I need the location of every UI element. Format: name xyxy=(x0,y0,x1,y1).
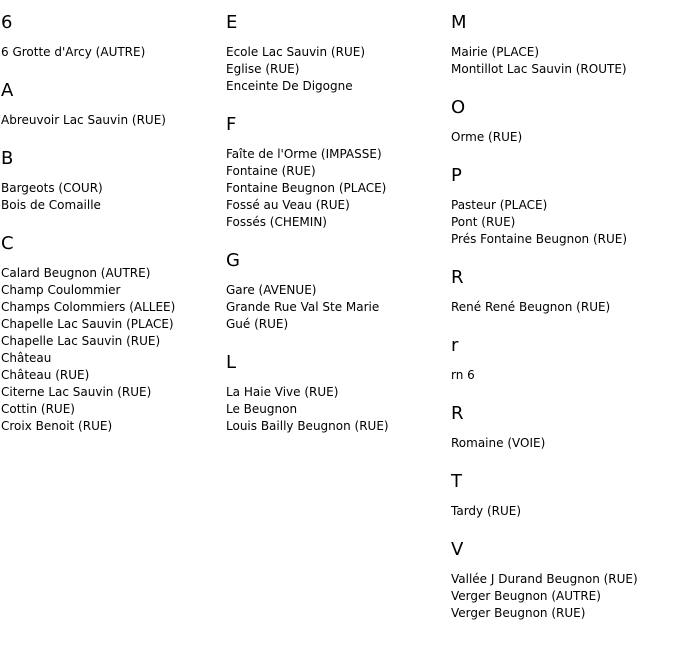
street-item[interactable]: Faîte de l'Orme (IMPASSE) xyxy=(226,147,382,161)
group-letter-heading: R xyxy=(451,403,464,424)
street-item[interactable]: Croix Benoit (RUE) xyxy=(1,419,113,433)
index-column-2 xyxy=(226,0,446,435)
street-list xyxy=(451,435,671,452)
group-letter-heading: P xyxy=(451,165,462,186)
street-item[interactable]: Ecole Lac Sauvin (RUE) xyxy=(226,45,366,59)
street-list xyxy=(1,265,221,435)
street-item[interactable]: Calard Beugnon (AUTRE) xyxy=(1,266,151,280)
group-letter-heading: C xyxy=(1,233,14,254)
street-item[interactable]: Chapelle Lac Sauvin (PLACE) xyxy=(1,317,174,331)
street-list xyxy=(451,503,671,520)
street-item[interactable]: Bois de Comaille xyxy=(1,198,101,212)
street-list xyxy=(451,299,671,316)
letter-group xyxy=(451,166,671,248)
letter-group xyxy=(226,115,446,231)
street-list xyxy=(451,367,671,384)
letter-group xyxy=(226,251,446,333)
street-list xyxy=(451,197,671,248)
street-list xyxy=(451,571,671,622)
street-item[interactable]: Eglise (RUE) xyxy=(226,62,300,76)
street-list xyxy=(1,180,221,214)
street-list xyxy=(226,384,446,435)
street-item[interactable]: Le Beugnon xyxy=(226,402,298,416)
group-letter-heading: V xyxy=(451,539,464,560)
group-letter-heading: B xyxy=(1,148,14,169)
street-item[interactable]: Abreuvoir Lac Sauvin (RUE) xyxy=(1,113,166,127)
street-item[interactable]: Fontaine Beugnon (PLACE) xyxy=(226,181,387,195)
street-item[interactable]: Louis Bailly Beugnon (RUE) xyxy=(226,419,389,433)
letter-group xyxy=(1,81,221,129)
group-letter-heading: F xyxy=(226,114,237,135)
letter-group xyxy=(451,13,671,78)
street-item[interactable]: Vallée J Durand Beugnon (RUE) xyxy=(451,572,638,586)
letter-group xyxy=(226,353,446,435)
group-letter-heading: L xyxy=(226,352,237,373)
street-list xyxy=(226,44,446,95)
street-list xyxy=(451,129,671,146)
street-item[interactable]: Fossés (CHEMIN) xyxy=(226,215,327,229)
letter-group xyxy=(451,404,671,452)
street-item[interactable]: Orme (RUE) xyxy=(451,130,523,144)
street-item[interactable]: Montillot Lac Sauvin (ROUTE) xyxy=(451,62,627,76)
street-item[interactable]: Prés Fontaine Beugnon (RUE) xyxy=(451,232,628,246)
letter-group xyxy=(1,234,221,435)
street-item[interactable]: Verger Beugnon (AUTRE) xyxy=(451,589,601,603)
street-item[interactable]: Bargeots (COUR) xyxy=(1,181,103,195)
street-item[interactable]: Verger Beugnon (RUE) xyxy=(451,606,586,620)
group-letter-heading: 6 xyxy=(1,12,13,33)
group-letter-heading: E xyxy=(226,12,238,33)
street-item[interactable]: Tardy (RUE) xyxy=(451,504,522,518)
street-item[interactable]: Grande Rue Val Ste Marie xyxy=(226,300,380,314)
group-letter-heading: T xyxy=(451,471,462,492)
street-item[interactable]: Citerne Lac Sauvin (RUE) xyxy=(1,385,152,399)
street-item[interactable]: René René Beugnon (RUE) xyxy=(451,300,611,314)
street-item[interactable]: Enceinte De Digogne xyxy=(226,79,353,93)
street-item[interactable]: Gué (RUE) xyxy=(226,317,289,331)
street-item[interactable]: Chapelle Lac Sauvin (RUE) xyxy=(1,334,161,348)
group-letter-heading: r xyxy=(451,335,459,356)
street-item[interactable]: Fossé au Veau (RUE) xyxy=(226,198,350,212)
letter-group xyxy=(1,13,221,61)
letter-group xyxy=(451,98,671,146)
street-item[interactable]: 6 Grotte d'Arcy (AUTRE) xyxy=(1,45,146,59)
group-letter-heading: R xyxy=(451,267,464,288)
street-item[interactable]: Champ Coulommier xyxy=(1,283,121,297)
street-item[interactable]: Champs Colommiers (ALLEE) xyxy=(1,300,176,314)
index-column-3 xyxy=(451,0,671,622)
letter-group xyxy=(226,13,446,95)
index-column-1 xyxy=(1,0,221,435)
street-item[interactable]: Pasteur (PLACE) xyxy=(451,198,548,212)
street-list xyxy=(226,282,446,333)
group-letter-heading: A xyxy=(1,80,14,101)
street-item[interactable]: Fontaine (RUE) xyxy=(226,164,316,178)
street-item[interactable]: Pont (RUE) xyxy=(451,215,516,229)
letter-group xyxy=(451,472,671,520)
letter-group xyxy=(1,149,221,214)
group-letter-heading: G xyxy=(226,250,240,271)
street-list xyxy=(1,112,221,129)
street-list xyxy=(451,44,671,78)
letter-group xyxy=(451,268,671,316)
street-item[interactable]: Romaine (VOIE) xyxy=(451,436,546,450)
street-item[interactable]: Château xyxy=(1,351,52,365)
street-item[interactable]: Cottin (RUE) xyxy=(1,402,75,416)
street-item[interactable]: Gare (AVENUE) xyxy=(226,283,317,297)
street-item[interactable]: Mairie (PLACE) xyxy=(451,45,540,59)
group-letter-heading: M xyxy=(451,12,467,33)
letter-group xyxy=(451,336,671,384)
group-letter-heading: O xyxy=(451,97,466,118)
street-item[interactable]: La Haie Vive (RUE) xyxy=(226,385,339,399)
street-item[interactable]: rn 6 xyxy=(451,368,475,382)
street-list xyxy=(226,146,446,231)
street-item[interactable]: Château (RUE) xyxy=(1,368,90,382)
street-list xyxy=(1,44,221,61)
letter-group xyxy=(451,540,671,622)
